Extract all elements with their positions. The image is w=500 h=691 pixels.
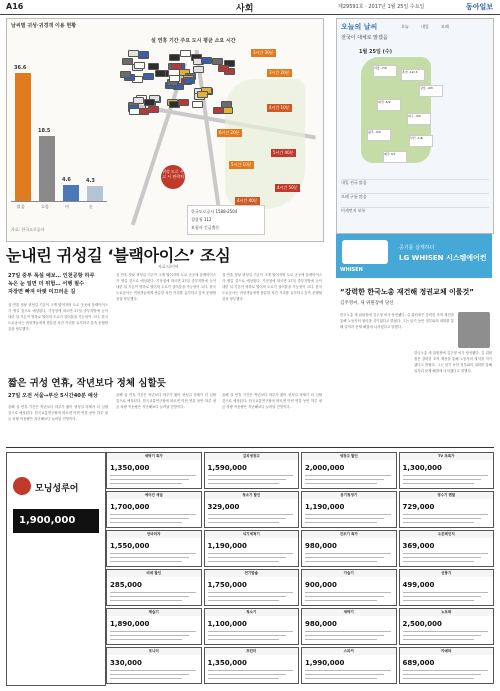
ad-tile-text-line <box>110 592 196 593</box>
ad-tile-title: 프린터 <box>205 648 299 655</box>
ad-tile-price: 980,000 <box>305 542 337 550</box>
ad-tile-text-line <box>305 600 377 601</box>
ad-tile-text-line <box>110 639 182 640</box>
ad-tile-price: 689,000 <box>402 659 435 667</box>
article-subhead: 27일 중부 폭설 예보… 인천공항 하루 <box>8 273 95 279</box>
car-icon <box>133 97 144 104</box>
ad-tile-text-line <box>208 561 280 562</box>
ad-tile-text-line <box>403 518 482 519</box>
ad-tile-text-line <box>403 522 475 523</box>
ad-brand: WHISEN <box>340 267 363 273</box>
ad-tile-title: 선풍기 <box>400 570 494 577</box>
ad-tile[interactable] <box>399 491 495 528</box>
portrait-photo <box>458 312 490 348</box>
ad-tile-text-line <box>208 635 287 636</box>
ad-tile[interactable] <box>301 530 397 567</box>
ad-tile-text-line <box>110 514 196 515</box>
ad-tile-title: 오븐레인지 <box>400 531 494 538</box>
ad-tile-price: 1,100,000 <box>207 620 247 628</box>
ad-tile-text-line <box>403 514 489 515</box>
region-cell: 강릉 -4/3 <box>419 85 443 97</box>
ad-tile[interactable] <box>204 452 300 489</box>
ad-tile-price: 1,350,000 <box>110 464 150 472</box>
article-subhead: 녹은 눈 얼면 더 위험… 서행 필수 <box>8 281 85 287</box>
ad-tile[interactable] <box>204 569 300 606</box>
labor-subhead: 김주영씨, 새 위원장에 당선 <box>340 301 394 306</box>
car-icon <box>197 91 208 98</box>
ad-tile-price: 900,000 <box>305 581 337 589</box>
store-name: 모닝성루어 <box>35 484 79 494</box>
ad-tile-text-line <box>208 600 280 601</box>
chart-category-label: 눈 <box>89 204 93 209</box>
ad-tile-text-line <box>403 631 489 632</box>
car-icon <box>120 71 131 78</box>
ad-tile-text-line <box>403 561 475 562</box>
ad-tile-text-line <box>305 674 384 675</box>
ad-tile-price: 1,300,000 <box>402 464 442 472</box>
ad-tile[interactable] <box>301 647 397 684</box>
chart-category-label: 맑음 <box>17 204 25 209</box>
car-icon <box>178 99 189 106</box>
car-icon <box>129 108 140 115</box>
time-label: 3시간 20분 <box>269 70 290 75</box>
ad-tile-text-line <box>403 674 482 675</box>
ad-tile-title: 냉장고 할인 <box>302 453 396 460</box>
car-icon <box>180 50 191 57</box>
ad-tile-price: 1,700,000 <box>110 503 150 511</box>
ad-tile[interactable] <box>106 491 202 528</box>
ad-tile-text-line <box>110 678 182 679</box>
ad-tile-title: 비데 할인 <box>107 570 201 577</box>
ad-tile-text-line <box>208 479 287 480</box>
chart-value-label: 36.6 <box>14 64 27 71</box>
ad-tile-title: 청소기 <box>205 609 299 616</box>
ad-tile-text-line <box>305 557 384 558</box>
time-label: 4시간 10분 <box>269 105 290 110</box>
ad-tile-price: 2,000,000 <box>305 464 345 472</box>
ad-tile[interactable] <box>204 647 300 684</box>
article-body-col1: 설 연휴 첫날 귀성길 기온이 크게 떨어지며 도로 곳곳에 블랙아이스가 생길 것으로 예상된다. 기상청에 따르면 27일 중부지방에 눈이 내린 뒤 기온이 영하로 떨어져 도로가 얼어붙을 가능성이 크다. 한국도로공사는 귀성객들에게 충분한 차간 거리를 유지하고 감속 운행할 것을 당부했다. <box>8 303 108 331</box>
car-icon <box>193 66 204 73</box>
time-label: 3시간 30분 <box>253 50 274 55</box>
car-icon <box>122 58 133 65</box>
time-label: 5시간 10분 <box>231 162 252 167</box>
weather-tab[interactable]: 오늘 <box>401 24 409 29</box>
ad-tile[interactable] <box>399 569 495 606</box>
region-cell: 제주 3/7 <box>383 151 407 163</box>
article2-body-col3: 올해 설 연휴 기간은 작년보다 하루가 짧아 귀성길 정체가 더 심할 것으로 예상된다. 한국교통연구원에 따르면 이번 연휴 동안 하루 평균 차량 이동량은 지난해보다 늘어날 전망이다. <box>222 393 322 409</box>
labor-headline: “강력한 한국노총 재건해 정권교체 이룰것” <box>340 288 474 296</box>
ad-tile-text-line <box>403 678 475 679</box>
ad-tile-title: 카메라 <box>400 648 494 655</box>
ad-tile-text-line <box>208 518 287 519</box>
ad-tile-price: 369,000 <box>402 542 435 550</box>
chart-category-label: 비 <box>65 204 69 209</box>
ad-tile[interactable] <box>204 530 300 567</box>
contact-line: 한국도로공사 1588-2504 <box>191 209 238 214</box>
ad-tile-text-line <box>403 596 482 597</box>
ad-tile-text-line <box>305 678 377 679</box>
ad-tile[interactable] <box>301 569 397 606</box>
ad-tile[interactable] <box>301 491 397 528</box>
car-icon <box>169 75 180 82</box>
ad-tile[interactable] <box>399 452 495 489</box>
car-icon <box>128 50 139 57</box>
ad-tile-title: 노트북 <box>400 609 494 616</box>
car-icon <box>201 57 212 64</box>
page-header <box>0 0 500 15</box>
ad-tile-text-line <box>208 678 280 679</box>
ad-tile[interactable] <box>301 452 397 489</box>
time-label: 4시간 40분 <box>237 198 258 203</box>
car-icon <box>134 62 145 69</box>
chart-value-label: 4.6 <box>62 176 71 183</box>
ad-grid <box>106 452 494 684</box>
ad-tile-text-line <box>403 639 475 640</box>
weather-title: 오늘의 날씨 <box>341 23 378 31</box>
ad-tile-text-line <box>305 518 384 519</box>
ad-tile-text-line <box>305 596 384 597</box>
region-cell: 대구 -4/4 <box>407 113 431 125</box>
ad-tile-text-line <box>305 483 377 484</box>
time-label: 4시간 50분 <box>277 185 298 190</box>
ad-tile[interactable] <box>204 491 300 528</box>
car-icon <box>155 70 166 77</box>
chart-category-label: 흐림 <box>41 204 49 209</box>
ad-tile-text-line <box>208 483 280 484</box>
ad-tile-price: 1,890,000 <box>110 620 150 628</box>
labor-body-col2: 한국노총 새 위원장에 김주영 씨가 당선됐다. 김 위원장은 강력한 조직 재건을 통해 노동자의 권익을 지키겠다고 밝혔다. 그는 임기 동안 정부와의 대화를 통해 일자리 문제 해결에 나서겠다고 말했다. <box>414 351 492 373</box>
ad-tile-title: 건조기 특가 <box>302 531 396 538</box>
ad-tile-text-line <box>403 635 482 636</box>
accident-callout: 귀성 도로 사고 시 연락처 <box>161 165 185 189</box>
map-title: 설 연휴 기간 주요 도시 평균 소요 시간 <box>151 38 236 44</box>
section-title: 사회 <box>236 4 254 14</box>
store-price-banner <box>13 509 99 533</box>
ad-tile-text-line <box>403 483 475 484</box>
ad-tile-text-line <box>110 635 189 636</box>
ad-tile-text-line <box>208 557 287 558</box>
ad-tile-text-line <box>305 670 391 671</box>
ad-tile-text-line <box>208 475 294 476</box>
jeju-island <box>407 151 417 157</box>
ad-tile[interactable] <box>399 647 495 684</box>
ad-tile-price: 980,000 <box>305 620 337 628</box>
car-icon <box>184 77 195 84</box>
forecast-row: 미세먼지 보통 <box>341 207 489 219</box>
car-icon <box>212 58 223 65</box>
ad-tile-text-line <box>305 522 377 523</box>
car-icon <box>138 51 149 58</box>
ad-tile[interactable] <box>106 452 202 489</box>
ad-tile-text-line <box>208 592 294 593</box>
car-icon <box>192 101 203 108</box>
ad-tile-text-line <box>403 600 475 601</box>
ad-tile-text-line <box>110 553 196 554</box>
ad-tile-text-line <box>403 670 489 671</box>
ad-tile-price: 729,000 <box>402 503 435 511</box>
forecast-row: 내일 전국 맑음 <box>341 179 489 191</box>
ad-tile-price: 1,990,000 <box>305 659 345 667</box>
ad-tile[interactable] <box>106 608 202 645</box>
contact-box <box>187 205 265 235</box>
contact-line: 보험사 긴급출동 <box>191 225 220 230</box>
region-cell: 대전 -6/2 <box>377 99 401 111</box>
ad-tile-title: 공기청정기 <box>302 492 396 499</box>
ad-tile-title: 세탁기 <box>302 609 396 616</box>
ad-tile-text-line <box>110 600 182 601</box>
ad-tile-title: 전기밥솥 <box>205 570 299 577</box>
lg-whisen-ad[interactable] <box>336 234 492 278</box>
ad-tile-title: 세탁기 특가 <box>107 453 201 460</box>
car-icon <box>169 54 180 61</box>
weather-panel <box>336 18 494 234</box>
main-headline: 눈내린 귀성길 ‘블랙아이스’ 조심 <box>6 246 231 265</box>
article-body-col2: 설 연휴 첫날 귀성길 기온이 크게 떨어지며 도로 곳곳에 블랙아이스가 생길 것으로 예상된다. 기상청에 따르면 27일 중부지방에 눈이 내린 뒤 기온이 영하로 떨어져 도로가 얼어붙을 가능성이 크다. 한국도로공사는 귀성객들에게 충분한 차간 거리를 유지하고 감속 운행할 것을 당부했다. <box>116 273 216 301</box>
classified-ads <box>6 447 494 688</box>
ad-product: LG WHISEN 시스템에어컨 <box>399 254 487 262</box>
ad-tile-text-line <box>110 479 189 480</box>
store-logo-icon <box>13 477 31 495</box>
ad-tile-title: 스피커 <box>302 648 396 655</box>
ad-tile-text-line <box>305 635 384 636</box>
ad-tile-text-line <box>208 596 287 597</box>
ad-tile-text-line <box>110 561 182 562</box>
weather-date: 1월 25일 (수) <box>359 49 392 55</box>
car-icon <box>148 106 159 113</box>
article2-body-col1: 올해 설 연휴 기간은 작년보다 하루가 짧아 귀성길 정체가 더 심할 것으로 예상된다. 한국교통연구원에 따르면 이번 연휴 동안 하루 평균 차량 이동량은 지난해보다 늘어날 전망이다. <box>8 405 108 421</box>
ad-tile-text-line <box>110 518 189 519</box>
article2-body-col2: 올해 설 연휴 기간은 작년보다 하루가 짧아 귀성길 정체가 더 심할 것으로 예상된다. 한국교통연구원에 따르면 이번 연휴 동안 하루 평균 차량 이동량은 지난해보다 늘어날 전망이다. <box>116 393 216 409</box>
ad-tile[interactable] <box>204 608 300 645</box>
ad-tile-price: 1,550,000 <box>110 542 150 550</box>
ad-tile-text-line <box>305 639 377 640</box>
ad-tile-price: 1,350,000 <box>207 659 247 667</box>
contact-line: 경찰청 112 <box>191 217 212 222</box>
bar-chart-title: 날씨별 귀성·귀경객 이용 현황 <box>11 23 77 29</box>
ad-tile-text-line <box>208 639 280 640</box>
region-cell: 부산 -1/6 <box>409 135 433 147</box>
ad-tile-text-line <box>110 674 189 675</box>
ad-tile-text-line <box>110 631 196 632</box>
ad-tile-text-line <box>305 631 391 632</box>
car-icon <box>148 63 159 70</box>
ad-tile-title: 김치냉장고 <box>205 453 299 460</box>
ad-tile-title: 식기세척기 <box>205 531 299 538</box>
ad-tile-text-line <box>110 670 196 671</box>
ad-tile-price: 329,000 <box>207 503 240 511</box>
ad-tile-text-line <box>208 674 287 675</box>
store-price: 1,900,000 <box>19 515 76 526</box>
ad-tile-text-line <box>110 557 189 558</box>
ad-tile-text-line <box>403 553 489 554</box>
chart-source: 자료: 한국도로공사 <box>11 227 45 232</box>
car-icon <box>144 99 155 106</box>
ad-tile[interactable] <box>106 530 202 567</box>
ad-tile-text-line <box>403 557 482 558</box>
time-label: 6시간 20분 <box>219 130 240 135</box>
ad-tile-title: 제습기 <box>107 609 201 616</box>
article-body-col3: 설 연휴 첫날 귀성길 기온이 크게 떨어지며 도로 곳곳에 블랙아이스가 생길 것으로 예상된다. 기상청에 따르면 27일 중부지방에 눈이 내린 뒤 기온이 영하로 떨어져 도로가 얼어붙을 가능성이 크다. 한국도로공사는 귀성객들에게 충분한 차간 거리를 유지하고 감속 운행할 것을 당부했다. <box>222 273 322 301</box>
ad-tile-text-line <box>208 553 294 554</box>
ad-tile-price: 330,000 <box>110 659 142 667</box>
ad-tile-price: 285,000 <box>110 581 142 589</box>
page-number: A16 <box>6 2 24 11</box>
traffic-infographic <box>6 18 324 242</box>
car-icon <box>171 63 182 70</box>
chart-value-label: 18.5 <box>38 128 51 135</box>
ad-tile-text-line <box>110 475 196 476</box>
car-icon <box>143 73 154 80</box>
car-icon <box>221 101 232 108</box>
ad-tile-title: 청소기 할인 <box>205 492 299 499</box>
ad-tile-text-line <box>110 483 182 484</box>
labor-body-col1: 한국노총 새 위원장에 김주영 씨가 당선됐다. 김 위원장은 강력한 조직 재건을 통해 노동자의 권익을 지키겠다고 밝혔다. 그는 임기 동안 정부와의 대화를 통해 일자리 문제 해결에 나서겠다고 말했다. <box>340 313 454 329</box>
ad-tile-title: 에어컨 세일 <box>107 492 201 499</box>
car-cluster <box>7 19 323 241</box>
car-icon <box>218 65 229 72</box>
chart-value-label: 4.3 <box>86 177 95 184</box>
newspaper-logo: 동아일보 <box>466 3 494 11</box>
ad-tile-title: 안마의자 <box>107 531 201 538</box>
ad-tile-text-line <box>305 561 377 562</box>
ad-tile[interactable] <box>106 647 202 684</box>
ad-tile-text-line <box>208 522 280 523</box>
ad-tile-text-line <box>110 522 182 523</box>
car-icon <box>213 107 224 114</box>
ad-tile-text-line <box>208 631 294 632</box>
ad-tile[interactable] <box>399 608 495 645</box>
ad-tile-text-line <box>208 670 294 671</box>
aircon-image <box>342 240 388 264</box>
store-ad[interactable] <box>6 452 106 686</box>
issue-meta: 제29591호 · 2017년 1월 25일 수요일 <box>338 4 425 10</box>
ad-tile-text-line <box>403 479 482 480</box>
ad-tile-price: 1,750,000 <box>207 581 247 589</box>
forecast-row: 모레 구름 많음 <box>341 193 489 205</box>
ad-tile-text-line <box>305 475 391 476</box>
ad-tile-text-line <box>403 475 489 476</box>
ad-tile[interactable] <box>106 569 202 606</box>
ad-tile-text-line <box>403 592 489 593</box>
ad-tile-text-line <box>305 479 384 480</box>
region-cell: 서울 -7/0 <box>373 65 397 77</box>
ad-tile-text-line <box>305 592 391 593</box>
ad-tile-text-line <box>305 553 391 554</box>
ad-tile-price: 499,000 <box>402 581 435 589</box>
ad-tile-price: 1,190,000 <box>305 503 345 511</box>
ad-tile-text-line <box>208 514 294 515</box>
second-headline: 짧은 귀성 연휴, 작년보다 정체 심할듯 <box>8 378 166 389</box>
ad-tile-text-line <box>305 514 391 515</box>
ad-tile-title: 모니터 <box>107 648 201 655</box>
ad-tile[interactable] <box>301 608 397 645</box>
ad-tile-text-line <box>110 596 189 597</box>
ad-tile-title: 정수기 렌탈 <box>400 492 494 499</box>
article-subhead: 자장면 빠져 아랫 미끄러운 길 <box>8 289 76 295</box>
ad-tile-title: TV 초특가 <box>400 453 494 460</box>
region-cell: 광주 -3/4 <box>367 129 391 141</box>
headline-source: 자료:다이어 <box>158 264 179 269</box>
weather-subtitle: 전국이 대체로 맑겠음 <box>341 35 388 41</box>
weather-tab[interactable]: 내일 <box>421 24 429 29</box>
time-label: 5시간 40분 <box>273 150 294 155</box>
ad-tagline: 공기를 살게하다 <box>399 245 435 251</box>
article-subhead: 27일 오전 서울→부산 5시간40분 예상 <box>8 393 98 399</box>
weather-tab[interactable]: 모레 <box>441 24 449 29</box>
ad-tile-price: 2,500,000 <box>402 620 442 628</box>
ad-tile-price: 1,590,000 <box>207 464 247 472</box>
ad-tile-title: 가습기 <box>302 570 396 577</box>
ad-tile[interactable] <box>399 530 495 567</box>
region-cell: 춘천 -12/-1 <box>401 69 425 81</box>
ad-tile-price: 1,190,000 <box>207 542 247 550</box>
